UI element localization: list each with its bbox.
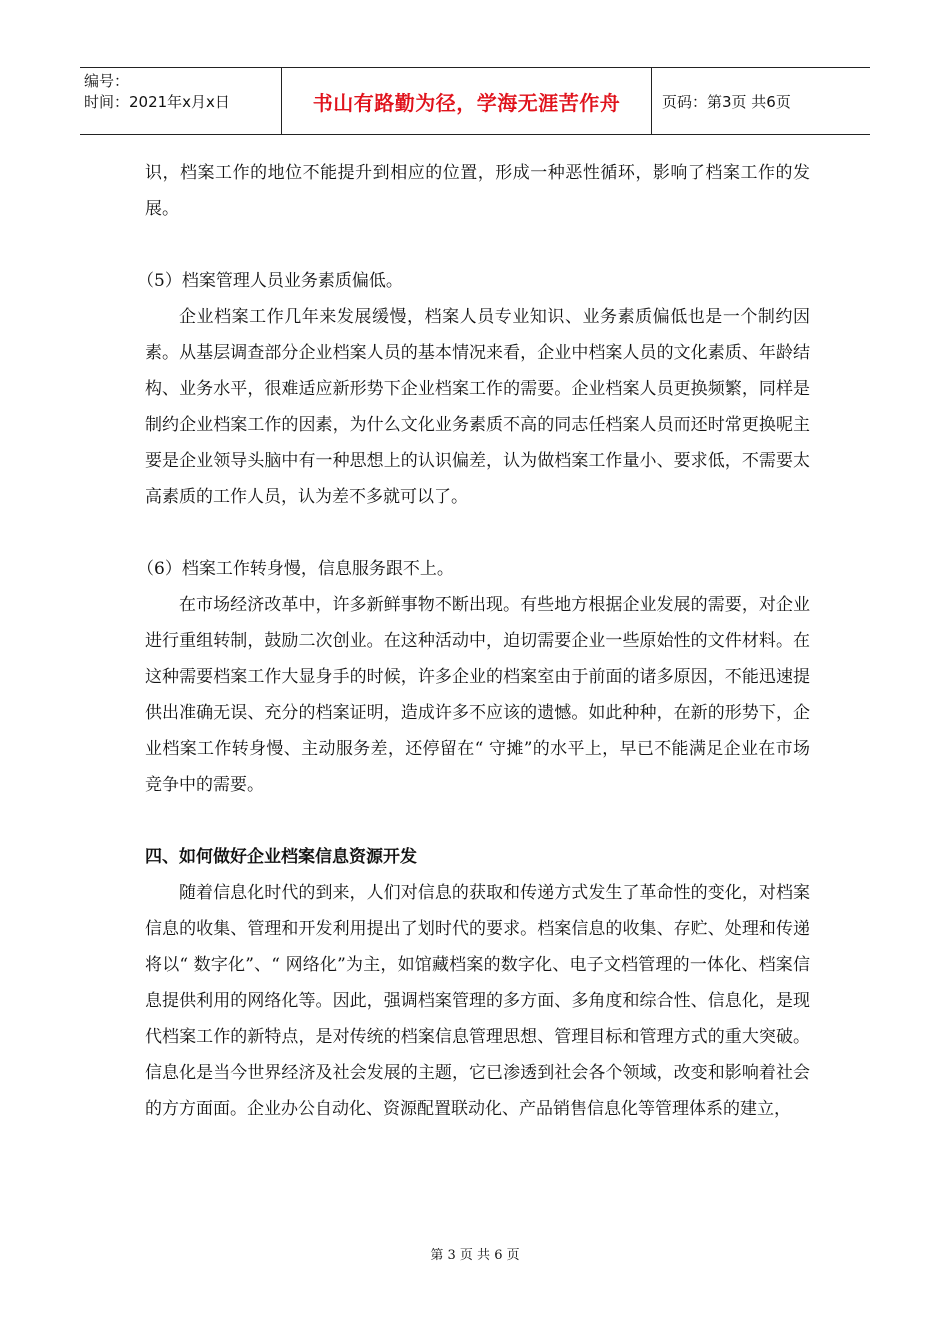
section-4-paragraph: 随着信息化时代的到来，人们对信息的获取和传递方式发生了革命性的变化，对档案信息的收集、管理和开发利用提出了划时代的要求。档案信息的收集、存贮、处理和传递将以“ 数字化”、“ 网络化”为主，如馆藏档案的数字化、电子文档管理的一体化、档案信息提供利用的网络化等。因此，强调档案管理的多方面、多角度和综合性、信息化，是现代档案工作的新特点，是对传统的档案信息管理思想、管理目标和管理方式的重大突破。信息化是当今世界经济及社会发展的主题，它已渗透到社会各个领域，改变和影响着社会的方方面面。企业办公自动化、资源配置联动化、产品销售信息化等管理体系的建立， xyxy=(145,883,810,1119)
item-5-heading: （5）档案管理人员业务素质偏低。 xyxy=(137,271,403,291)
header-motto: 书山有路勤为径，学海无涯苦作舟 xyxy=(282,68,652,134)
section-4-heading: 四、如何做好企业档案信息资源开发 xyxy=(145,847,417,867)
continuation-paragraph: 识，档案工作的地位不能提升到相应的位置，形成一种恶性循环，影响了档案工作的发展。 xyxy=(145,163,810,219)
item-6-heading: （6）档案工作转身慢，信息服务跟不上。 xyxy=(137,559,454,579)
header-number-label: 编号： xyxy=(84,72,130,90)
header-time-label: 时间：2021年x月x日 xyxy=(84,93,230,111)
document-body xyxy=(137,155,810,1127)
page-footer: 第 3 页 共 6 页 xyxy=(430,1248,520,1263)
item-6-paragraph: 在市场经济改革中，许多新鲜事物不断出现。有些地方根据企业发展的需要，对企业进行重组转制，鼓励二次创业。在这种活动中，迫切需要企业一些原始性的文件材料。在这种需要档案工作大显身手的时候，许多企业的档案室由于前面的诸多原因，不能迅速提供出准确无误、充分的档案证明，造成许多不应该的遗憾。如此种种，在新的形势下，企业档案工作转身慢、主动服务差，还停留在“ 守摊”的水平上，早已不能满足企业在市场竞争中的需要。 xyxy=(145,595,810,795)
document-header xyxy=(80,67,870,135)
header-page-label: 页码：第3页 共6页 xyxy=(662,92,791,111)
header-meta-cell xyxy=(80,68,282,134)
item-5-paragraph: 企业档案工作几年来发展缓慢，档案人员专业知识、业务素质偏低也是一个制约因素。从基层调查部分企业档案人员的基本情况来看，企业中档案人员的文化素质、年龄结构、业务水平，很难适应新形势下企业档案工作的需要。企业档案人员更换频繁，同样是制约企业档案工作的因素，为什么文化业务素质不高的同志任档案人员而还时常更换呢主要是企业领导头脑中有一种思想上的认识偏差，认为做档案工作量小、要求低，不需要太高素质的工作人员，认为差不多就可以了。 xyxy=(145,307,810,507)
